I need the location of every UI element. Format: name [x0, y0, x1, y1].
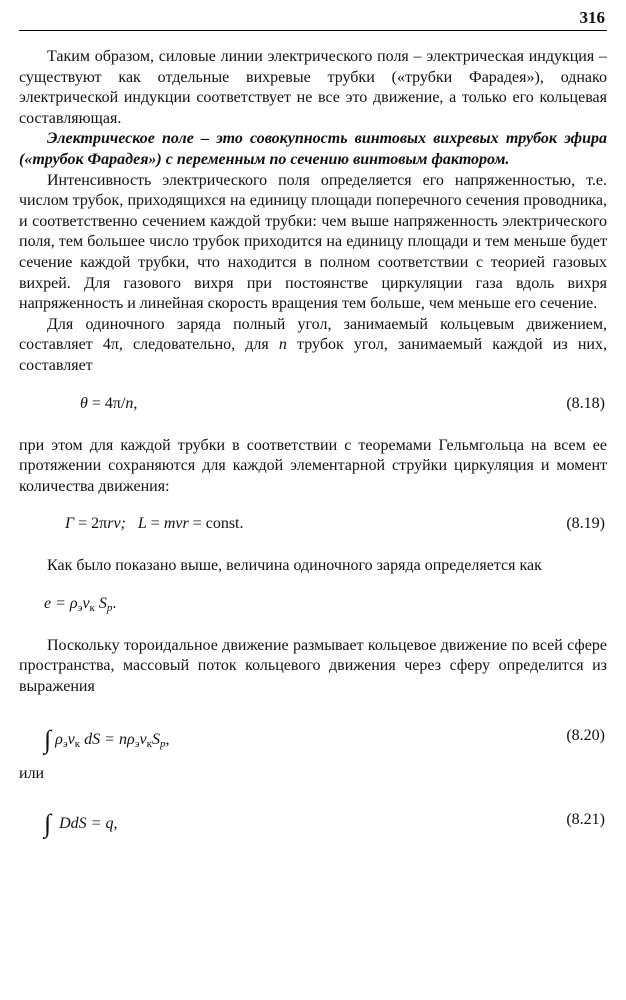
equation-8-21-body: ∫ DdS = q,	[44, 809, 118, 839]
equation-charge-body: $e = \rho_эv_к$ $S_р$.	[44, 594, 117, 614]
paragraph-toroidal-motion: Поскольку тороидальное движение размывает кольцевое движение по всей сфере пространства, массовый поток кольцевого движения через сферу определится из выражения	[19, 636, 607, 696]
paragraph-single-charge-angle: Для одиночного заряда полный угол, занимаемый кольцевым движением, составляет 4π, следовательно, для n трубок угол, занимаемый каждой из них, составляет	[19, 315, 607, 374]
equation-number: (8.19)	[566, 515, 605, 533]
conjunction-or: или	[19, 764, 45, 782]
equation-8-20	[19, 724, 607, 754]
paragraph-charge-definition: Как было показано выше, величина одиночного заряда определяется как	[47, 557, 542, 575]
equation-8-19	[19, 514, 607, 534]
equation-8-20-body: ∫ $\rho_эv_к$ dS = $n\rho_эv_кS_р$,	[44, 724, 170, 754]
equation-charge	[19, 594, 607, 614]
equation-number: (8.20)	[566, 726, 605, 744]
equation-number: (8.18)	[566, 394, 605, 412]
paragraph-faraday-tubes: Таким образом, силовые линии электрического поля – электрическая индукция – существуют как отдельные вихревые трубки («трубки Фарадея»), однако электрической индукции соответствует не все это движение, а только его кольцевая составляющая.	[19, 48, 607, 127]
page-number: 316	[579, 8, 605, 27]
definition-electric-field: Электрическое поле – это совокупность винтовых вихревых трубок эфира («трубок Фарадея») с переменным по сечению винтовым фактором.	[19, 130, 607, 168]
paragraph-field-intensity: Интенсивность электрического поля определяется его напряженностью, т.е. числом трубок, приходящихся на единицу площади поперечного сечения проводника, и соответственно сечением каждой трубки: чем выше напряженность электрического поля, тем большее число трубок приходится на единицу площади и тем меньше будет сечение каждой трубки, что находится в полном соответствии с теорией газовых вихрей. Для газового вихря при постоянстве циркуляции газа вдоль вихря напряженность и линейная скорость вращения тем больше, чем меньше его сечение.	[19, 171, 607, 313]
page	[19, 8, 607, 839]
paragraph-helmholtz: при этом для каждой трубки в соответствии с теоремами Гельмгольца на всем ее протяжении сохраняются для каждой элементарной струйки циркуляция и момент количества движения:	[19, 436, 607, 495]
integral-sign: ∫	[44, 809, 52, 839]
page-header	[19, 8, 607, 31]
equation-8-18	[19, 394, 607, 414]
equation-number: (8.21)	[566, 811, 605, 829]
integral-sign: ∫	[44, 724, 52, 754]
equation-8-21	[19, 809, 607, 839]
equation-8-18-body: θ = 4π/n,	[80, 394, 138, 412]
equation-8-19-body: Г = 2πrv; L = mvr = const.	[65, 515, 244, 533]
